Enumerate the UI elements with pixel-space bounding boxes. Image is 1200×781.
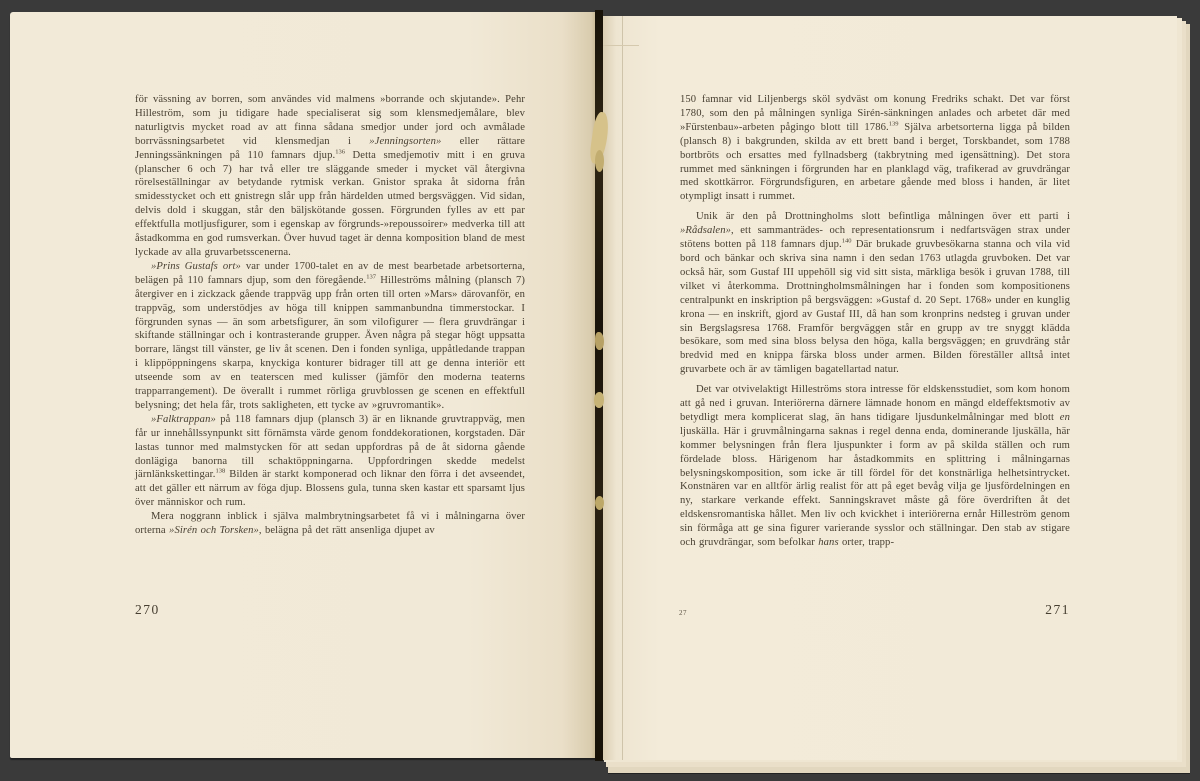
text-run: Unik är den på Drottningholms slott befintliga målningen över ett parti i	[696, 211, 1070, 223]
paragraph	[680, 93, 1070, 204]
text-run: Detta smedjemotiv mitt i en gruva (planscher 6 och 7) har två eller tre släggande smeder i mycket väl återgivna rörelseställningar av betydande rytmisk verkan. Gnistor spraka åt sidorna från smidesstycket och ett gnistregn slår upp från härdelden utmed bergsväggen. Vid sidan, delvis dold i skuggan, står den bäljskötande gossen. Förgrunden fylles av ett par effektfulla motljusfigurer, som i egenskap av förgrunds-»repoussoirer» medverka till att åstadkomma en god rumsverkan. Över huvud taget är denna komposition bland de mest lyckade av alla gruvarbetsscenerna.	[135, 149, 525, 258]
footnote-reference: 138	[215, 467, 226, 475]
signature-mark: 27	[679, 609, 687, 617]
right-page-number: 271	[1045, 602, 1070, 617]
text-run: 150 famnar vid Liljenbergs sköl sydväst om konung Fredriks schakt. Det var först 1780, som den på målningen synliga Sirén-sänkningen anlades och arbetet där med »Fürstenbau»-arbeten pågingo blott till 1786.	[680, 94, 1070, 133]
text-run: , ett sammanträdes- och representationsrum i nedfartsvägen strax under stötens botten på 118 famnars djup.	[680, 225, 1070, 251]
left-page-text	[135, 93, 525, 538]
right-page-fold-edge	[622, 16, 623, 760]
frayed-paper-scrap	[595, 332, 604, 350]
footnote-reference: 140	[841, 237, 852, 245]
text-run: Det var otvivelaktigt Hilleströms stora intresse för eldskensstudiet, som kom honom att gå ned i gruvan. Interiörerna därnere lämnade honom en mängd eldeffektsmotiv av betydligt mera komplicerat slag, än hans tidigare ljusdunkelmålningar med blott	[680, 384, 1070, 423]
footnote-reference: 139	[888, 120, 899, 128]
frayed-paper-scrap	[594, 392, 604, 408]
italic-text-run: hans	[818, 537, 839, 549]
text-run: Mera noggrann inblick i själva malmbrytningsarbetet få vi i målningarna över orterna	[135, 511, 525, 537]
right-page-text	[680, 93, 1070, 550]
text-run: eller rättare Jenningssänkningen på 110 famnars djup.	[135, 135, 525, 161]
right-page	[602, 16, 1177, 760]
paragraph	[680, 210, 1070, 377]
text-run: Hilleströms målning (plansch 7) återgiver en i zickzack gående trappväg upp från orten till orten »Mars» därovanför, en trappväg, som understödjes av höga till knippen sammanbundna timmerstockar. I förgrunden synas — än som arbetsfigurer, än som vilofigurer — flera gruvdrängar i skiftande ställningar och i kontrasterande grupper. Även några på stegar högt uppsatta borrare, längst till vänster, ge liv åt scenen. Den i fonden synliga, uppåtledande trappan i klippöppningens skarpa, knyckiga konturer bidrager till att ge denna interiör ett utseende som av en teaterscen med kulisser (jämför den moderna teaterns trapparrangement). De överallt i rummet rörliga gruvblossen ge scenen en effektfull belysning; det hela får, trots sakligheten, ett tycke av »gruvromantik».	[135, 274, 525, 411]
paragraph	[135, 510, 525, 538]
footnote-reference: 136	[335, 148, 345, 156]
text-run: på 118 famnars djup (plansch 3) är en liknande gruvtrappväg, men får ur innehållssynpunkt sitt förnämsta värde genom fonddekorationen, korgstaden. Där lastas tunnor med malmstycken för att sedan uppfordras på de åt sidorna gående donlägiga banorna till schaktöppningarna. Uppfordringen skedde medelst järnlänkskettingar.	[135, 413, 525, 481]
paragraph	[135, 93, 525, 260]
frayed-paper-scrap	[595, 150, 604, 172]
left-page	[10, 12, 597, 758]
italic-text-run: »Jenningsorten»	[369, 135, 442, 147]
text-run: för vässning av borren, som användes vid malmens »borrande och skjutande». Pehr Hilleström, som ju tidigare hade specialiserat sig som klensmedjemålare, blev naturligtvis mycket road av att finna sådana smedjor under jord och avmålade borrvässningsarbetet vid klensmedjan i	[135, 94, 525, 147]
text-run: Där brukade gruvbesökarna stanna och vila vid bord och bänkar och skriva sina namn i den sedan 1763 utlagda gruvboken. Det var också här, som Gustaf III uppehöll sig vid sitt sista, märkliga besök i gruvan 1788, till vilket vi återkomma. Drottningholmsmålningen har i fonden som kompositionens centralpunkt en inskription på bergsväggen: »Gustaf d. 20 Sept. 1768» under en kunglig krona — en inskrift, gjord av Gustaf III, då han som kronprins nedsteg i gruvan under sin Bergslagsresa 1768. Framför bergväggen står en grupp av tre snyggt klädda besökare, som med sina bloss belysa den höga, kalla bergsväggen; en gruvdräng står bredvid med en knippa färska bloss under armen. Bilden föreställer alltså intet gruvarbete och är av tämligen bagatellartad natur.	[680, 239, 1071, 376]
frayed-paper-scrap	[595, 496, 604, 510]
italic-text-run: »Falktrappan»	[151, 413, 216, 425]
italic-text-run: »Sirén och Torsken»	[169, 525, 259, 537]
paragraph	[135, 260, 525, 413]
italic-text-run: en	[1059, 411, 1070, 423]
text-run: ljuskälla. Här i gruvmålningarna saknas i regel denna enda, dominerande ljuskälla, här kommer belysningen från flera ljuspunkter i form av på skilda ställen och rum fördelade bloss. Härigenom har åstadkommits en splittring i målningarnas belysningskomposition, som icke är till fördel för det konstnärliga helhetsintrycket. Konstnären var en alltför ärlig realist för att på eget bevåg vilja ge ljusfördelningen en ny, starkare verkande effekt. Sanningskravet måste gå före överdriften åt det eldskensromantiska hållet. Men liv och kvickhet i interiörerna ernår Hilleström genom sin förmåga att ge sina figurer varierande sysslor och ställningar. Den stab av stigare och gruvdrängar, som befolkar	[680, 425, 1070, 549]
text-run: , belägna på det rätt ansenliga djupet av	[258, 525, 435, 537]
footnote-reference: 137	[366, 273, 376, 281]
left-page-number: 270	[135, 602, 160, 617]
paragraph	[680, 383, 1070, 550]
text-run: Själva arbetsorterna ligga på bilden (plansch 8) i bakgrunden, skilda av ett brett band i berget, Torskbandet, som 1788 bortbröts och ersattes med fyllnadsberg (takbrytning med igensättning). Det stora rummet med sänkningen i förgrunden har en planklagd väg, trafikerad av gruvdrängar med skottkärror. Förgrundsfiguren, en arbetare gående med bloss i handen, är litet otympligt insatt i rummet.	[680, 121, 1070, 203]
text-run: var under 1700-talet en av de mest bearbetade arbetsorterna, belägen på 110 famnars djup, som den föregående.	[135, 260, 526, 286]
text-run: Bilden är starkt komponerad och liknar den förra i det avseendet, att det gäller ett närrum av föga djup. Blossens gula, tunna sken kastar ett sparsamt ljus över människor och rum.	[135, 469, 525, 509]
paragraph	[135, 413, 525, 510]
italic-text-run: »Prins Gustafs ort»	[151, 260, 241, 272]
right-page-top-edge	[603, 45, 639, 46]
italic-text-run: »Rådsalen»	[680, 225, 732, 237]
text-run: orter, trapp-	[838, 537, 895, 549]
